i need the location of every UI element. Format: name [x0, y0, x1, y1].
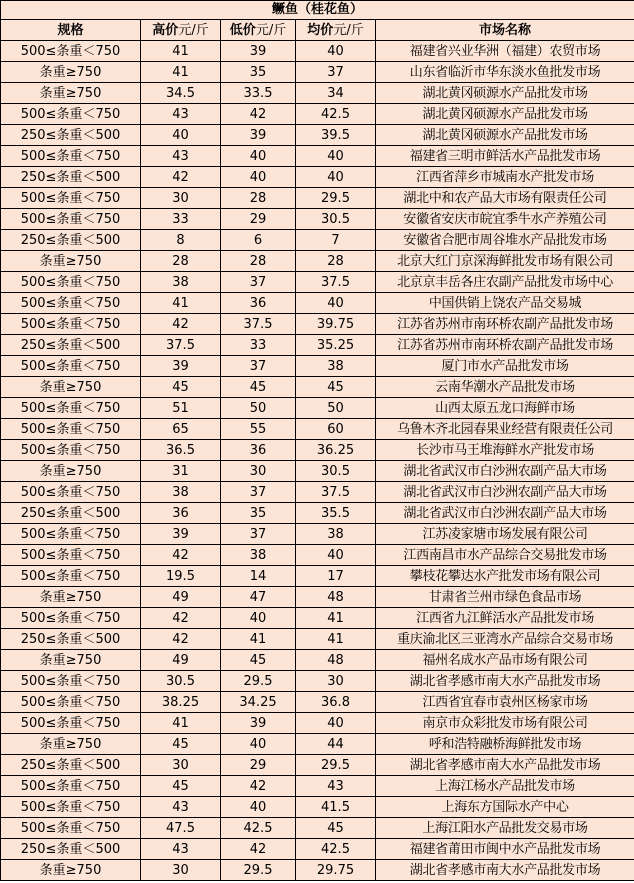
- high-price-cell: 34.5: [141, 83, 221, 104]
- high-price-cell: 33: [141, 209, 221, 230]
- low-price-cell: 42: [221, 104, 296, 125]
- spec-cell: 500≤条重＜750: [1, 713, 141, 734]
- header-avg-unit: 元/斤: [333, 22, 364, 38]
- high-price-cell: 28: [141, 251, 221, 272]
- avg-price-cell: 36.8: [296, 692, 376, 713]
- high-price-cell: 30: [141, 188, 221, 209]
- avg-price-cell: 45: [296, 377, 376, 398]
- market-cell: 上海江杨水产品批发市场: [376, 776, 634, 797]
- avg-price-cell: 37: [296, 62, 376, 83]
- table-row: [1, 356, 634, 377]
- market-cell: 湖北省孝感市南大水产品批发市场: [376, 860, 634, 881]
- low-price-cell: 45: [221, 650, 296, 671]
- spec-cell: 条重≥750: [1, 734, 141, 755]
- spec-cell: 条重≥750: [1, 587, 141, 608]
- market-cell: 湖北黄冈硕源水产品批发市场: [376, 83, 634, 104]
- spec-cell: 500≤条重＜750: [1, 608, 141, 629]
- high-price-cell: 49: [141, 650, 221, 671]
- low-price-cell: 35: [221, 62, 296, 83]
- table-row: [1, 797, 634, 818]
- market-cell: 攀枝花攀达水产批发市场有限公司: [376, 566, 634, 587]
- spec-cell: 500≤条重＜750: [1, 797, 141, 818]
- spec-cell: 500≤条重＜750: [1, 188, 141, 209]
- high-price-cell: 30: [141, 860, 221, 881]
- avg-price-cell: 35.25: [296, 335, 376, 356]
- low-price-cell: 33.5: [221, 83, 296, 104]
- high-price-cell: 30.5: [141, 671, 221, 692]
- spec-cell: 条重≥750: [1, 83, 141, 104]
- market-cell: 福建省三明市鲜活水产品批发市场: [376, 146, 634, 167]
- market-cell: 湖北省孝感市南大水产品批发市场: [376, 671, 634, 692]
- low-price-cell: 28: [221, 188, 296, 209]
- low-price-cell: 37: [221, 272, 296, 293]
- low-price-cell: 37: [221, 482, 296, 503]
- low-price-cell: 42.5: [221, 818, 296, 839]
- market-cell: 湖北省孝感市南大水产品批发市场: [376, 755, 634, 776]
- spec-cell: 500≤条重＜750: [1, 692, 141, 713]
- low-price-cell: 38: [221, 545, 296, 566]
- avg-price-cell: 38: [296, 524, 376, 545]
- spec-cell: 500≤条重＜750: [1, 314, 141, 335]
- avg-price-cell: 29.5: [296, 188, 376, 209]
- table-row: [1, 860, 634, 881]
- low-price-cell: 30: [221, 461, 296, 482]
- avg-price-cell: 44: [296, 734, 376, 755]
- table-row: [1, 209, 634, 230]
- avg-price-cell: 40: [296, 713, 376, 734]
- high-price-cell: 41: [141, 293, 221, 314]
- low-price-cell: 6: [221, 230, 296, 251]
- avg-price-cell: 40: [296, 167, 376, 188]
- high-price-cell: 45: [141, 377, 221, 398]
- avg-price-cell: 36.25: [296, 440, 376, 461]
- avg-price-cell: 34: [296, 83, 376, 104]
- table-row: [1, 41, 634, 62]
- market-cell: 上海江阳水产品批发交易市场: [376, 818, 634, 839]
- market-cell: 云南华潮水产品批发市场: [376, 377, 634, 398]
- spec-cell: 500≤条重＜750: [1, 272, 141, 293]
- avg-price-cell: 60: [296, 419, 376, 440]
- market-cell: 江西南昌市水产品综合交易批发市场: [376, 545, 634, 566]
- market-cell: 安徽省安庆市皖宜季牛水产养殖公司: [376, 209, 634, 230]
- low-price-cell: 29.5: [221, 671, 296, 692]
- market-cell: 江西省九江鲜活水产品批发市场: [376, 608, 634, 629]
- spec-cell: 500≤条重＜750: [1, 776, 141, 797]
- high-price-cell: 42: [141, 629, 221, 650]
- market-cell: 乌鲁木齐北园春果业经营有限责任公司: [376, 419, 634, 440]
- high-price-cell: 30: [141, 755, 221, 776]
- low-price-cell: 40: [221, 146, 296, 167]
- low-price-cell: 14: [221, 566, 296, 587]
- table-row: [1, 671, 634, 692]
- table-row: [1, 104, 634, 125]
- high-price-cell: 38: [141, 482, 221, 503]
- high-price-cell: 42: [141, 608, 221, 629]
- market-cell: 江苏凌家塘市场发展有限公司: [376, 524, 634, 545]
- table-body: [1, 41, 634, 881]
- high-price-cell: 39: [141, 524, 221, 545]
- spec-cell: 500≤条重＜750: [1, 440, 141, 461]
- spec-cell: 条重≥750: [1, 62, 141, 83]
- table-row: [1, 167, 634, 188]
- header-low-unit: 元/斤: [255, 22, 287, 38]
- market-cell: 福州名成水产品市场有限公司: [376, 650, 634, 671]
- market-cell: 长沙市马王堆海鲜水产批发市场: [376, 440, 634, 461]
- table-row: [1, 125, 634, 146]
- market-cell: 湖北黄冈硕源水产品批发市场: [376, 125, 634, 146]
- high-price-cell: 37.5: [141, 335, 221, 356]
- header-market: 市场名称: [376, 20, 634, 41]
- spec-cell: 条重≥750: [1, 377, 141, 398]
- high-price-cell: 49: [141, 587, 221, 608]
- spec-cell: 250≤条重＜500: [1, 335, 141, 356]
- avg-price-cell: 40: [296, 545, 376, 566]
- market-cell: 南京市众彩批发市场有限公司: [376, 713, 634, 734]
- high-price-cell: 65: [141, 419, 221, 440]
- market-cell: 湖北省武汉市白沙洲农副产品大市场: [376, 482, 634, 503]
- spec-cell: 500≤条重＜750: [1, 419, 141, 440]
- low-price-cell: 55: [221, 419, 296, 440]
- low-price-cell: 42: [221, 776, 296, 797]
- market-cell: 山西太原五龙口海鲜市场: [376, 398, 634, 419]
- table-row: [1, 272, 634, 293]
- table-row: [1, 776, 634, 797]
- avg-price-cell: 40: [296, 293, 376, 314]
- high-price-cell: 42: [141, 545, 221, 566]
- low-price-cell: 29: [221, 209, 296, 230]
- market-cell: 江苏省苏州市南环桥农副产品批发市场: [376, 314, 634, 335]
- table-row: [1, 839, 634, 860]
- low-price-cell: 47: [221, 587, 296, 608]
- table-row: [1, 293, 634, 314]
- low-price-cell: 40: [221, 608, 296, 629]
- market-cell: 重庆渝北区三亚湾水产品综合交易市场: [376, 629, 634, 650]
- low-price-cell: 37.5: [221, 314, 296, 335]
- market-cell: 上海东方国际水产中心: [376, 797, 634, 818]
- low-price-cell: 36: [221, 293, 296, 314]
- avg-price-cell: 43: [296, 776, 376, 797]
- table-row: [1, 503, 634, 524]
- avg-price-cell: 30.5: [296, 209, 376, 230]
- table-row: [1, 251, 634, 272]
- market-cell: 福建省兴业华洲（福建）农贸市场: [376, 41, 634, 62]
- low-price-cell: 37: [221, 524, 296, 545]
- spec-cell: 250≤条重＜500: [1, 503, 141, 524]
- market-cell: 呼和浩特融桥海鲜批发市场: [376, 734, 634, 755]
- market-cell: 江西省萍乡市城南水产批发市场: [376, 167, 634, 188]
- spec-cell: 500≤条重＜750: [1, 293, 141, 314]
- avg-price-cell: 37.5: [296, 482, 376, 503]
- spec-cell: 条重≥750: [1, 461, 141, 482]
- avg-price-cell: 39.5: [296, 125, 376, 146]
- high-price-cell: 41: [141, 713, 221, 734]
- spec-cell: 500≤条重＜750: [1, 356, 141, 377]
- avg-price-cell: 40: [296, 41, 376, 62]
- high-price-cell: 45: [141, 734, 221, 755]
- spec-cell: 250≤条重＜500: [1, 167, 141, 188]
- table-row: [1, 755, 634, 776]
- spec-cell: 250≤条重＜500: [1, 629, 141, 650]
- table-row: [1, 587, 634, 608]
- high-price-cell: 38.25: [141, 692, 221, 713]
- high-price-cell: 8: [141, 230, 221, 251]
- low-price-cell: 37: [221, 356, 296, 377]
- high-price-cell: 42: [141, 314, 221, 335]
- spec-cell: 500≤条重＜750: [1, 398, 141, 419]
- header-low-label: 低价: [229, 22, 256, 38]
- table-row: [1, 419, 634, 440]
- low-price-cell: 42: [221, 839, 296, 860]
- spec-cell: 500≤条重＜750: [1, 146, 141, 167]
- low-price-cell: 36: [221, 440, 296, 461]
- table-row: [1, 734, 634, 755]
- header-high-price: [141, 20, 221, 41]
- high-price-cell: 31: [141, 461, 221, 482]
- spec-cell: 250≤条重＜500: [1, 755, 141, 776]
- market-cell: 江西省宜春市袁州区杨家市场: [376, 692, 634, 713]
- high-price-cell: 36: [141, 503, 221, 524]
- spec-cell: 500≤条重＜750: [1, 818, 141, 839]
- low-price-cell: 39: [221, 713, 296, 734]
- high-price-cell: 39: [141, 356, 221, 377]
- spec-cell: 500≤条重＜750: [1, 671, 141, 692]
- avg-price-cell: 48: [296, 587, 376, 608]
- avg-price-cell: 42.5: [296, 104, 376, 125]
- market-cell: 江苏省苏州市南环桥农副产品批发市场: [376, 335, 634, 356]
- spec-cell: 500≤条重＜750: [1, 482, 141, 503]
- table-row: [1, 629, 634, 650]
- high-price-cell: 36.5: [141, 440, 221, 461]
- avg-price-cell: 35.5: [296, 503, 376, 524]
- high-price-cell: 43: [141, 146, 221, 167]
- spec-cell: 500≤条重＜750: [1, 566, 141, 587]
- low-price-cell: 45: [221, 377, 296, 398]
- spec-cell: 500≤条重＜750: [1, 209, 141, 230]
- table-row: [1, 146, 634, 167]
- low-price-cell: 40: [221, 167, 296, 188]
- table-row: [1, 524, 634, 545]
- high-price-cell: 43: [141, 839, 221, 860]
- table-row: [1, 608, 634, 629]
- high-price-cell: 43: [141, 104, 221, 125]
- avg-price-cell: 42.5: [296, 839, 376, 860]
- high-price-cell: 41: [141, 41, 221, 62]
- high-price-cell: 38: [141, 272, 221, 293]
- table-row: [1, 314, 634, 335]
- market-cell: 湖北中和农产品大市场有限责任公司: [376, 188, 634, 209]
- low-price-cell: 29: [221, 755, 296, 776]
- header-low-price: [221, 20, 296, 41]
- avg-price-cell: 40: [296, 146, 376, 167]
- spec-cell: 条重≥750: [1, 860, 141, 881]
- header-spec: 规格: [1, 20, 141, 41]
- header-avg-price: [296, 20, 376, 41]
- spec-cell: 条重≥750: [1, 650, 141, 671]
- high-price-cell: 19.5: [141, 566, 221, 587]
- spec-cell: 250≤条重＜500: [1, 125, 141, 146]
- high-price-cell: 45: [141, 776, 221, 797]
- table-row: [1, 440, 634, 461]
- table-row: [1, 482, 634, 503]
- table-row: [1, 545, 634, 566]
- avg-price-cell: 48: [296, 650, 376, 671]
- spec-cell: 500≤条重＜750: [1, 545, 141, 566]
- high-price-cell: 42: [141, 167, 221, 188]
- spec-cell: 250≤条重＜500: [1, 839, 141, 860]
- header-high-label: 高价: [152, 22, 179, 38]
- market-cell: 北京大红门京深海鲜批发市场有限公司: [376, 251, 634, 272]
- table-row: [1, 62, 634, 83]
- avg-price-cell: 45: [296, 818, 376, 839]
- market-cell: 山东省临沂市华东淡水鱼批发市场: [376, 62, 634, 83]
- market-cell: 中国供销上饶农产品交易城: [376, 293, 634, 314]
- avg-price-cell: 41: [296, 629, 376, 650]
- header-high-unit: 元/斤: [178, 22, 209, 38]
- high-price-cell: 51: [141, 398, 221, 419]
- avg-price-cell: 30.5: [296, 461, 376, 482]
- table-row: [1, 818, 634, 839]
- market-cell: 安徽省合肥市周谷堆水产品批发市场: [376, 230, 634, 251]
- table-row: [1, 461, 634, 482]
- market-cell: 厦门市水产品批发市场: [376, 356, 634, 377]
- low-price-cell: 39: [221, 125, 296, 146]
- low-price-cell: 34.25: [221, 692, 296, 713]
- avg-price-cell: 17: [296, 566, 376, 587]
- low-price-cell: 40: [221, 734, 296, 755]
- table-row: [1, 83, 634, 104]
- low-price-cell: 33: [221, 335, 296, 356]
- market-cell: 福建省莆田市闽中水产品批发市场: [376, 839, 634, 860]
- market-cell: 湖北黄冈硕源水产品批发市场: [376, 104, 634, 125]
- avg-price-cell: 29.5: [296, 755, 376, 776]
- avg-price-cell: 7: [296, 230, 376, 251]
- low-price-cell: 39: [221, 41, 296, 62]
- table-row: [1, 398, 634, 419]
- low-price-cell: 41: [221, 629, 296, 650]
- spec-cell: 500≤条重＜750: [1, 41, 141, 62]
- title-row: [1, 1, 634, 20]
- table-row: [1, 335, 634, 356]
- high-price-cell: 40: [141, 125, 221, 146]
- high-price-cell: 47.5: [141, 818, 221, 839]
- high-price-cell: 43: [141, 797, 221, 818]
- spec-cell: 500≤条重＜750: [1, 104, 141, 125]
- table-row: [1, 377, 634, 398]
- low-price-cell: 40: [221, 797, 296, 818]
- table-row: [1, 692, 634, 713]
- header-avg-label: 均价: [307, 22, 334, 38]
- avg-price-cell: 39.75: [296, 314, 376, 335]
- market-cell: 湖北省武汉市白沙洲农副产品大市场: [376, 503, 634, 524]
- spec-cell: 250≤条重＜500: [1, 230, 141, 251]
- table-row: [1, 188, 634, 209]
- table-row: [1, 650, 634, 671]
- spec-cell: 条重≥750: [1, 251, 141, 272]
- low-price-cell: 35: [221, 503, 296, 524]
- table-row: [1, 713, 634, 734]
- low-price-cell: 50: [221, 398, 296, 419]
- low-price-cell: 29.5: [221, 860, 296, 881]
- header-row: [1, 20, 634, 41]
- avg-price-cell: 50: [296, 398, 376, 419]
- avg-price-cell: 38: [296, 356, 376, 377]
- market-cell: 甘肃省兰州市绿色食品市场: [376, 587, 634, 608]
- avg-price-cell: 28: [296, 251, 376, 272]
- avg-price-cell: 37.5: [296, 272, 376, 293]
- avg-price-cell: 41: [296, 608, 376, 629]
- avg-price-cell: 30: [296, 671, 376, 692]
- table-title: 鳜鱼（桂花鱼）: [1, 1, 634, 20]
- table-row: [1, 566, 634, 587]
- low-price-cell: 28: [221, 251, 296, 272]
- avg-price-cell: 29.75: [296, 860, 376, 881]
- spec-cell: 500≤条重＜750: [1, 524, 141, 545]
- market-cell: 北京京丰岳各庄农副产品批发市场中心: [376, 272, 634, 293]
- table-row: [1, 230, 634, 251]
- high-price-cell: 41: [141, 62, 221, 83]
- market-cell: 湖北省武汉市白沙洲农副产品大市场: [376, 461, 634, 482]
- avg-price-cell: 41.5: [296, 797, 376, 818]
